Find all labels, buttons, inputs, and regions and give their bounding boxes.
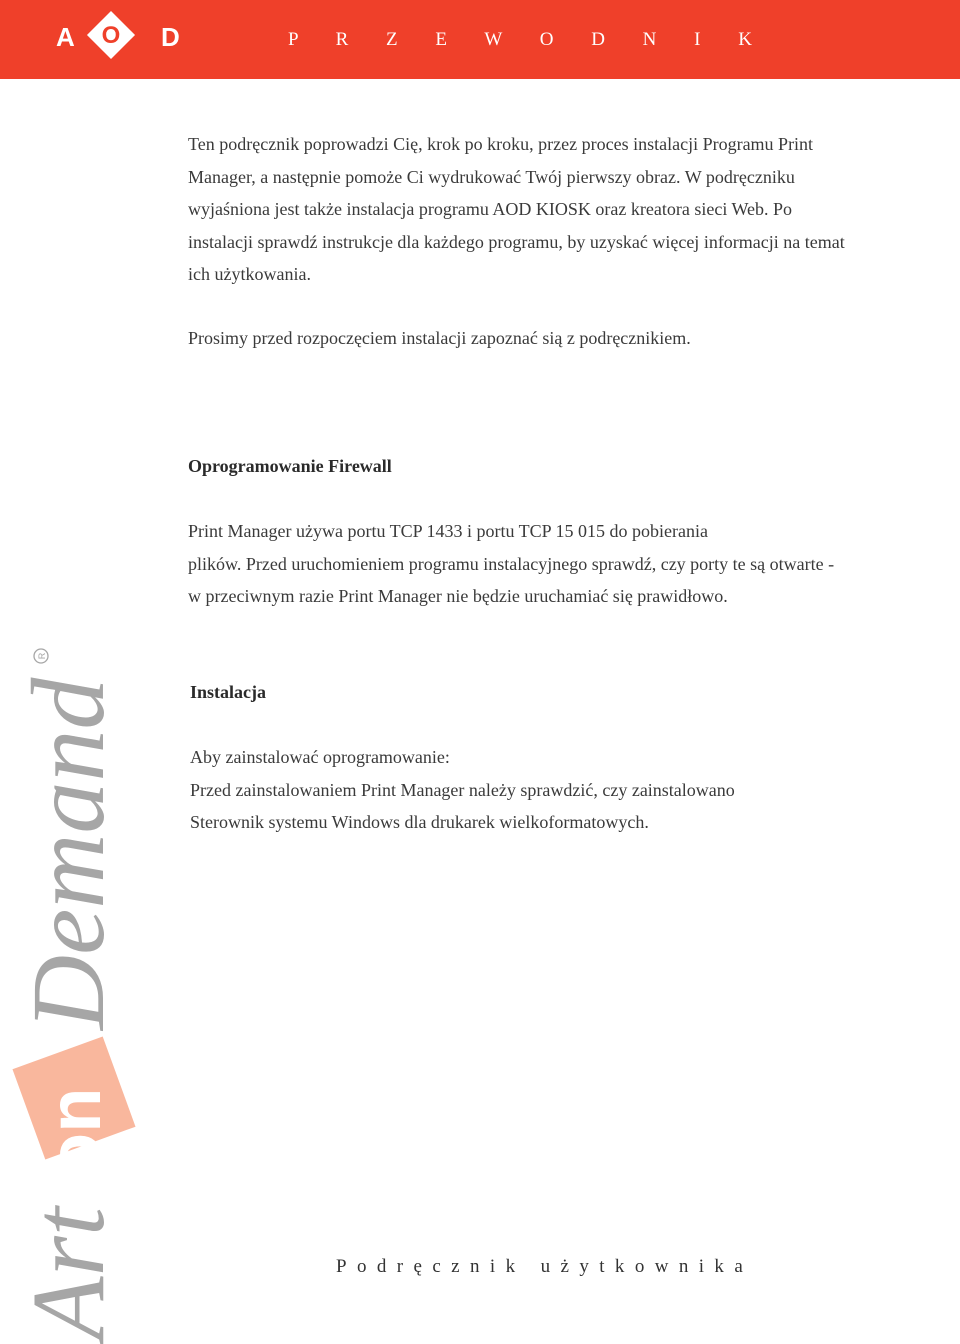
install-line: Sterownik systemu Windows dla drukarek wielkoformatowych. bbox=[190, 812, 649, 832]
firewall-paragraph bbox=[188, 515, 904, 613]
intro-line: Manager, a następnie pomoże Ci wydrukować Twój pierwszy obraz. W podręczniku bbox=[188, 166, 795, 187]
brand-word-art: Art bbox=[11, 1207, 126, 1340]
install-line: Przed zainstalowaniem Print Manager należy sprawdzić, czy zainstalowano bbox=[190, 779, 735, 800]
brand-word-demand: Demand bbox=[11, 677, 126, 1030]
install-heading: Instalacja bbox=[190, 682, 266, 702]
header-bar bbox=[0, 0, 960, 79]
firewall-line: w przeciwnym razie Print Manager nie będzie uruchamiać się prawidłowo. bbox=[188, 586, 728, 606]
install-paragraph bbox=[190, 741, 890, 839]
intro-line: Ten podręcznik poprowadzi Cię, krok po kroku, przez proces instalacji Programu Print bbox=[188, 134, 814, 154]
intro-note: Prosimy przed rozpoczęciem instalacji zapoznać sią z podręcznikiem. bbox=[188, 328, 691, 348]
brand-word-on: on bbox=[33, 1087, 116, 1178]
firewall-line: Print Manager używa portu TCP 1433 i portu TCP 15 015 do pobierania bbox=[188, 521, 708, 541]
install-line: Aby zainstalować oprogramowanie: bbox=[190, 747, 450, 767]
firewall-heading: Oprogramowanie Firewall bbox=[188, 456, 392, 476]
logo-letter-a: A bbox=[56, 22, 75, 52]
intro-line: instalacji sprawdź instrukcje dla każdego programu, by uzyskać więcej informacji na temat bbox=[188, 231, 845, 252]
logo-letter-d: D bbox=[161, 22, 180, 52]
logo-letter-o: O bbox=[101, 22, 121, 49]
intro-line: ich użytkowania. bbox=[188, 264, 311, 284]
header-title: P R Z E W O D N I K bbox=[288, 29, 769, 50]
footer-title: Podręcznik użytkownika bbox=[336, 1256, 754, 1277]
registered-mark-letter: R bbox=[37, 652, 47, 660]
firewall-line: plików. Przed uruchomieniem programu instalacyjnego sprawdź, czy porty te są otwarte - bbox=[188, 553, 835, 574]
art-on-demand-logo bbox=[0, 640, 150, 1344]
aod-logo bbox=[52, 10, 192, 66]
intro-line: wyjaśniona jest także instalacja programu AOD KIOSK oraz kreatora sieci Web. Po bbox=[188, 199, 793, 219]
intro-paragraph bbox=[188, 128, 900, 291]
